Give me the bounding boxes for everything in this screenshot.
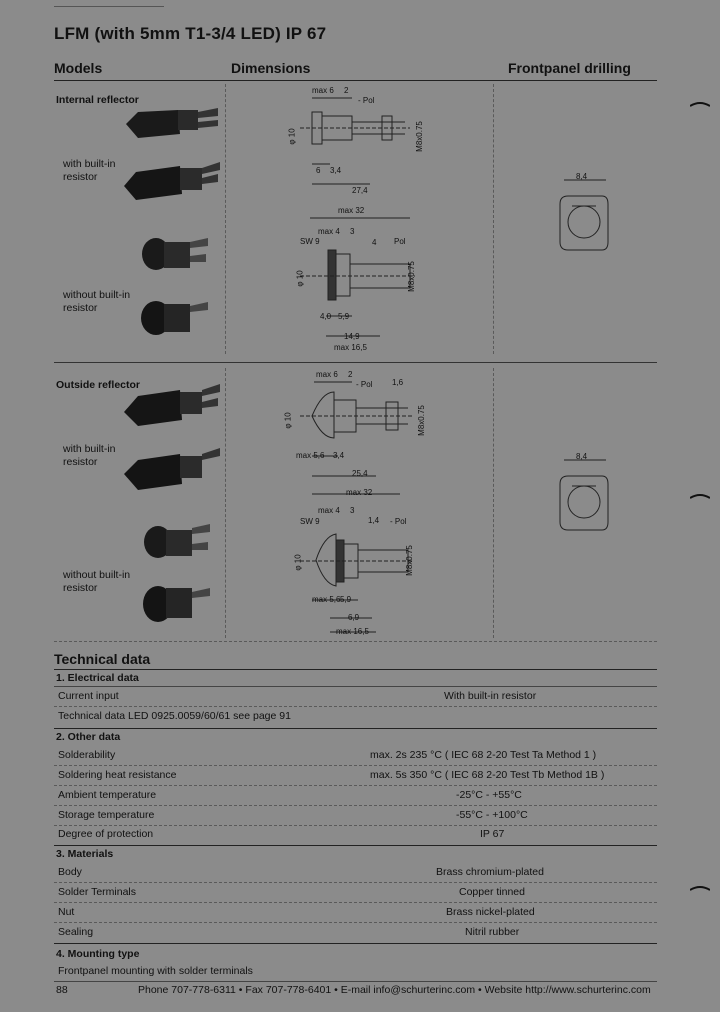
dim-label: 4 [372, 238, 377, 247]
section-mounting: 4. Mounting type [56, 948, 140, 960]
material-label: Solder Terminals [58, 886, 137, 898]
model-internal-reflector: Internal reflector [56, 94, 139, 106]
row-rule [54, 785, 657, 787]
dim-label: M8x0.75 [414, 121, 424, 152]
material-label: Sealing [58, 926, 94, 938]
drilling-diagram [550, 450, 620, 540]
product-photo [140, 518, 212, 564]
dim-label: 27,4 [352, 186, 368, 195]
spec-value: -25°C - +55°C [456, 789, 522, 801]
product-photo [118, 160, 223, 208]
footer-contact: Phone 707-778-6311 • Fax 707-778-6401 • E-mail info@schurterinc.com • Website http://www.schurterinc.com [138, 984, 651, 996]
dim-label: M8x0.75 [406, 261, 416, 292]
material-label: Nut [58, 906, 75, 918]
material-value: Brass nickel-plated [446, 906, 535, 918]
dim-label: max 5,6 [296, 451, 325, 460]
dim-label: M8x0.75 [404, 545, 414, 576]
header-dimensions: Dimensions [231, 60, 311, 76]
dim-label: max 4 [318, 227, 340, 236]
material-value: Brass chromium-plated [436, 866, 544, 878]
dim-label: max 6 [316, 370, 338, 379]
spec-label: Soldering heat resistance [58, 769, 177, 781]
row-rule [54, 805, 657, 807]
row-rule [54, 686, 657, 687]
section-rule [54, 845, 657, 846]
dim-label: 3,4 [330, 166, 342, 175]
footer-rule [54, 981, 657, 982]
spec-label: Solderability [58, 749, 116, 761]
spec-label: Degree of protection [58, 828, 154, 840]
section-electrical: 1. Electrical data [56, 672, 139, 684]
dim-label: max 16,5 [334, 343, 367, 352]
top-rule [54, 6, 164, 7]
dim-label: max 16,5 [336, 627, 369, 636]
dim-label: max 5,6 [312, 595, 341, 604]
row-rule [54, 902, 657, 904]
spec-value: max. 2s 235 °C ( IEC 68 2-20 Test Ta Method 1 ) [370, 749, 597, 761]
current-input-label: Current input [58, 690, 119, 702]
row-rule [54, 765, 657, 767]
page-title: LFM (with 5mm T1-3/4 LED) IP 67 [54, 24, 327, 43]
dim-label: 8,4 [576, 172, 588, 181]
dim-label: Pol [394, 237, 406, 246]
header-models: Models [54, 60, 103, 76]
dim-label: 5,9 [340, 595, 352, 604]
section-rule [54, 362, 657, 364]
row-rule [54, 706, 657, 708]
section-other: 2. Other data [56, 731, 121, 743]
section-rule [54, 641, 657, 643]
spec-value: IP 67 [480, 828, 505, 840]
dim-label: φ 10 [287, 128, 297, 145]
dim-label: 2 [348, 370, 353, 379]
technical-rule [54, 669, 657, 670]
material-value: Copper tinned [459, 886, 525, 898]
column-divider [225, 84, 226, 354]
product-photo [138, 296, 210, 342]
column-divider [493, 84, 494, 354]
dim-label: 1,6 [392, 378, 404, 387]
dim-label: φ 10 [293, 554, 303, 571]
material-value: Nitril rubber [465, 926, 520, 938]
scan-mark [690, 884, 710, 894]
scan-mark [690, 100, 710, 110]
dim-label: max 32 [338, 206, 365, 215]
dim-label: 14,9 [344, 332, 360, 341]
section-rule [54, 728, 657, 729]
column-divider [493, 368, 494, 638]
dim-label: 8,4 [576, 452, 588, 461]
section-rule [54, 943, 657, 944]
model-label: with built-in resistor [63, 158, 116, 183]
column-divider [225, 368, 226, 638]
row-rule [54, 882, 657, 884]
spec-value: -55°C - +100°C [456, 809, 528, 821]
row-rule [54, 922, 657, 924]
product-photo [138, 232, 210, 276]
product-photo [118, 104, 223, 146]
product-photo [118, 446, 223, 496]
dim-label: M8x0.75 [416, 405, 426, 436]
page-number: 88 [56, 984, 68, 996]
dim-label: max 6 [312, 86, 334, 95]
spec-label: Ambient temperature [58, 789, 157, 801]
spec-label: Storage temperature [58, 809, 155, 821]
dim-label: 2 [344, 86, 349, 95]
model-outside-reflector: Outside reflector [56, 379, 141, 391]
dim-label: max 4 [318, 506, 340, 515]
dim-label: - Pol [356, 380, 373, 389]
product-photo [118, 382, 223, 434]
model-label: without built-in resistor [63, 289, 131, 314]
section-materials: 3. Materials [56, 848, 114, 860]
spec-value: max. 5s 350 °C ( IEC 68 2-20 Test Tb Method 1B ) [370, 769, 605, 781]
dim-label: φ 10 [295, 270, 305, 287]
product-photo [140, 580, 212, 628]
dim-label: SW 9 [300, 517, 320, 526]
header-rule [54, 80, 657, 81]
dim-label: 5,9 [338, 312, 350, 321]
technical-heading: Technical data [54, 651, 151, 667]
drilling-diagram [550, 170, 620, 260]
led-note: Technical data LED 0925.0059/60/61 see page 91 [58, 710, 291, 722]
dim-label: SW 9 [300, 237, 320, 246]
dim-label: max 32 [346, 488, 373, 497]
dim-label: 6 [316, 166, 321, 175]
dim-label: φ 10 [283, 412, 293, 429]
model-label: without built-in resistor [63, 569, 131, 594]
header-drilling: Frontpanel drilling [508, 60, 631, 76]
dim-label: 3 [350, 227, 355, 236]
mounting-text: Frontpanel mounting with solder terminals [58, 965, 253, 977]
dim-label: 1,4 [368, 516, 380, 525]
scan-mark [690, 492, 710, 502]
dim-label: - Pol [358, 96, 375, 105]
dim-label: 3,4 [333, 451, 345, 460]
dim-label: 25,4 [352, 469, 368, 478]
dim-label: - Pol [390, 517, 407, 526]
dim-label: 6,9 [348, 613, 360, 622]
material-label: Body [58, 866, 82, 878]
model-label: with built-in resistor [63, 443, 116, 468]
dim-label: 4,0 [320, 312, 332, 321]
dim-label: 3 [350, 506, 355, 515]
row-rule [54, 825, 657, 827]
current-input-value: With built-in resistor [444, 690, 537, 702]
